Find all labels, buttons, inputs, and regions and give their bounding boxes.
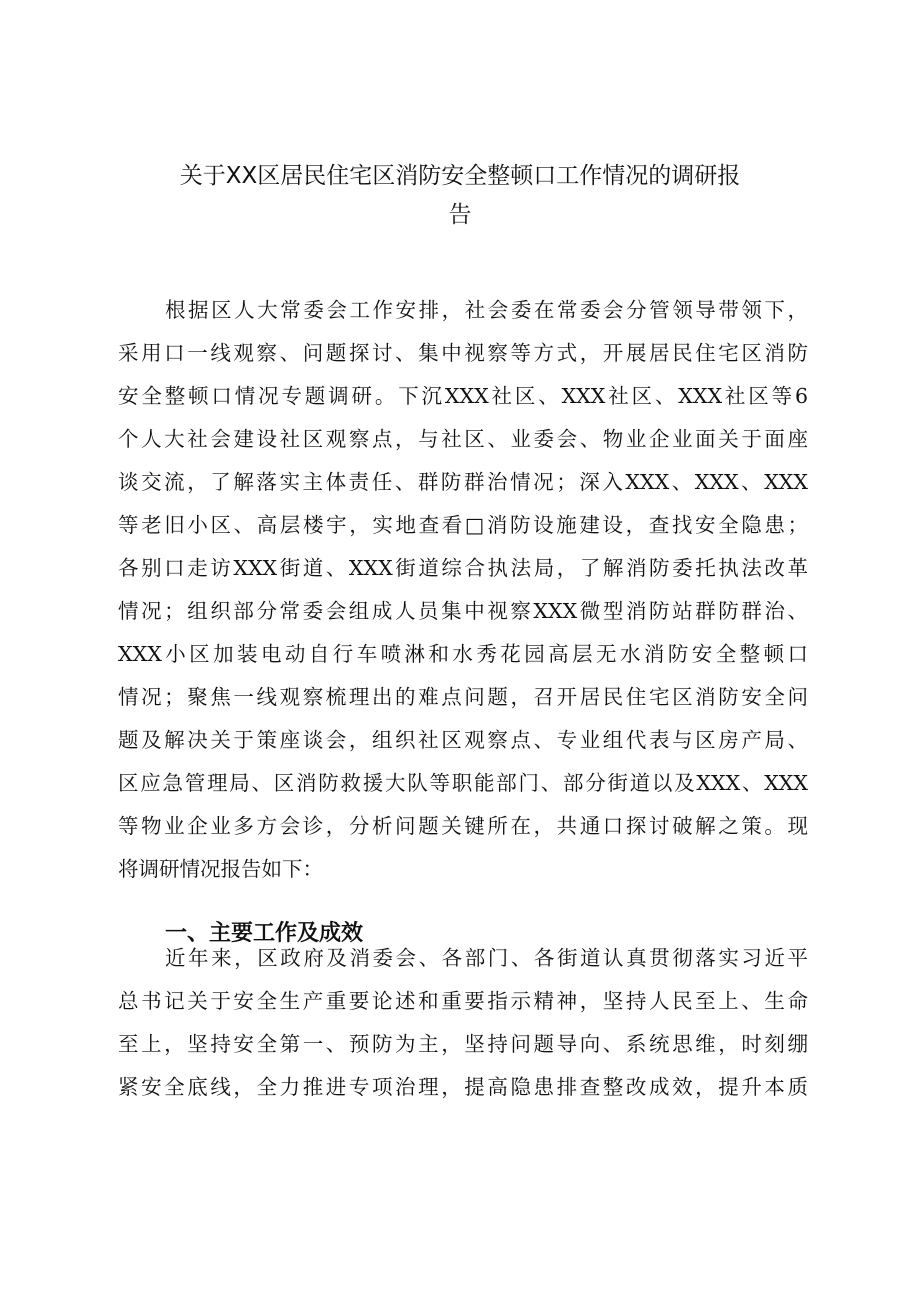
- document-title-line-1: 关于XX区居民住宅区消防安全整顿口工作情况的调研报: [179, 163, 741, 189]
- paragraph-line: XXX小区加装电动自行车喷淋和水秀花园高层无水消防安全整顿口: [118, 642, 808, 666]
- paragraph-line: 安全整顿口情况专题调研。下沉XXX社区、XXX社区、XXX社区等6: [118, 384, 808, 408]
- paragraph-line: 采用口一线观察、问题探讨、集中视察等方式，开展居民住宅区消防: [118, 341, 808, 365]
- paragraph-line: 至上，坚持安全第一、预防为主，坚持问题导向、系统思维，时刻绷: [118, 1032, 808, 1056]
- paragraph-line: 近年来，区政府及消委会、各部门、各街道认真贯彻落实习近平: [165, 946, 808, 970]
- paragraph-line: 总书记关于安全生产重要论述和重要指示精神，坚持人民至上、生命: [118, 989, 808, 1013]
- paragraph-line: 谈交流，了解落实主体责任、群防群治情况；深入XXX、XXX、XXX: [118, 470, 808, 494]
- paragraph-line: 等老旧小区、高层楼宇，实地查看□消防设施建设，查找安全隐患；: [118, 513, 808, 537]
- paragraph-line: 情况；聚焦一线观察梳理出的难点问题，召开居民住宅区消防安全问: [118, 685, 808, 709]
- paragraph-line: 个人大社会建设社区观察点，与社区、业委会、物业企业面关于面座: [118, 427, 808, 451]
- document-title-line-2: 告: [448, 202, 472, 228]
- paragraph-line: 各别口走访XXX街道、XXX街道综合执法局，了解消防委托执法改革: [118, 556, 808, 580]
- paragraph-line: 等物业企业多方会诊，分析问题关键所在，共通口探讨破解之策。现: [118, 814, 808, 838]
- paragraph-line: 根据区人大常委会工作安排，社会委在常委会分管领导带领下，: [165, 298, 808, 322]
- section-heading: 一、主要工作及成效: [165, 921, 364, 947]
- paragraph-line: 将调研情况报告如下：: [118, 857, 323, 881]
- paragraph-line: 题及解决关于策座谈会，组织社区观察点、专业组代表与区房产局、: [118, 728, 808, 752]
- paragraph-line: 情况；组织部分常委会组成人员集中视察XXX微型消防站群防群治、: [118, 599, 808, 623]
- paragraph-line: 区应急管理局、区消防救援大队等职能部门、部分街道以及XXX、XXX: [118, 771, 808, 795]
- paragraph-line: 紧安全底线，全力推进专项治理，提高隐患排查整改成效，提升本质: [118, 1075, 808, 1099]
